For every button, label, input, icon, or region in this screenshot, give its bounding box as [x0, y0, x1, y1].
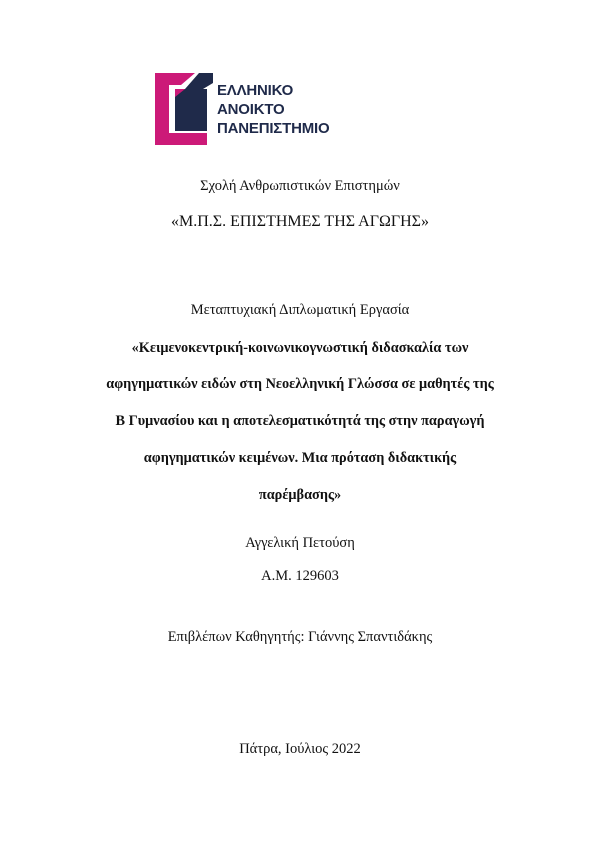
thesis-type: Μεταπτυχιακή Διπλωματική Εργασία [190, 302, 410, 318]
place-and-date: Πάτρα, Ιούλιος 2022 [239, 741, 361, 757]
logo-line-1: ΕΛΛΗΝΙΚΟ [217, 82, 294, 99]
student-id: Α.Μ. 129603 [261, 568, 339, 584]
program-name: «Μ.Π.Σ. ΕΠΙΣΤΗΜΕΣ ΤΗΣ ΑΓΩΓΗΣ» [171, 213, 429, 230]
university-logo-emblem [155, 73, 213, 145]
university-logo-text [217, 81, 329, 138]
thesis-title-line-2: αφηγηματικών ειδών στη Νεοελληνική Γλώσσα σε μαθητές της [106, 376, 494, 392]
logo-line-3: ΠΑΝΕΠΙΣΤΗΜΙΟ [217, 120, 330, 137]
school-name: Σχολή Ανθρωπιστικών Επιστημών [200, 178, 400, 194]
thesis-title-line-1: «Κειμενοκεντρική-κοινωνικογνωστική διδασκαλία των [131, 340, 469, 356]
thesis-title-line-5: παρέμβασης» [258, 487, 342, 503]
thesis-title-line-4: αφηγηματικών κειμένων. Μια πρόταση διδακτικής [143, 450, 457, 466]
supervisor: Επιβλέπων Καθηγητής: Γιάννης Σπαντιδάκης [167, 629, 433, 645]
university-logo [155, 73, 355, 145]
logo-line-2: ΑΝΟΙΚΤΟ [217, 101, 285, 118]
thesis-title-line-3: Β Γυμνασίου και η αποτελεσματικότητά της στην παραγωγή [115, 413, 485, 429]
author-name: Αγγελική Πετούση [245, 535, 355, 551]
